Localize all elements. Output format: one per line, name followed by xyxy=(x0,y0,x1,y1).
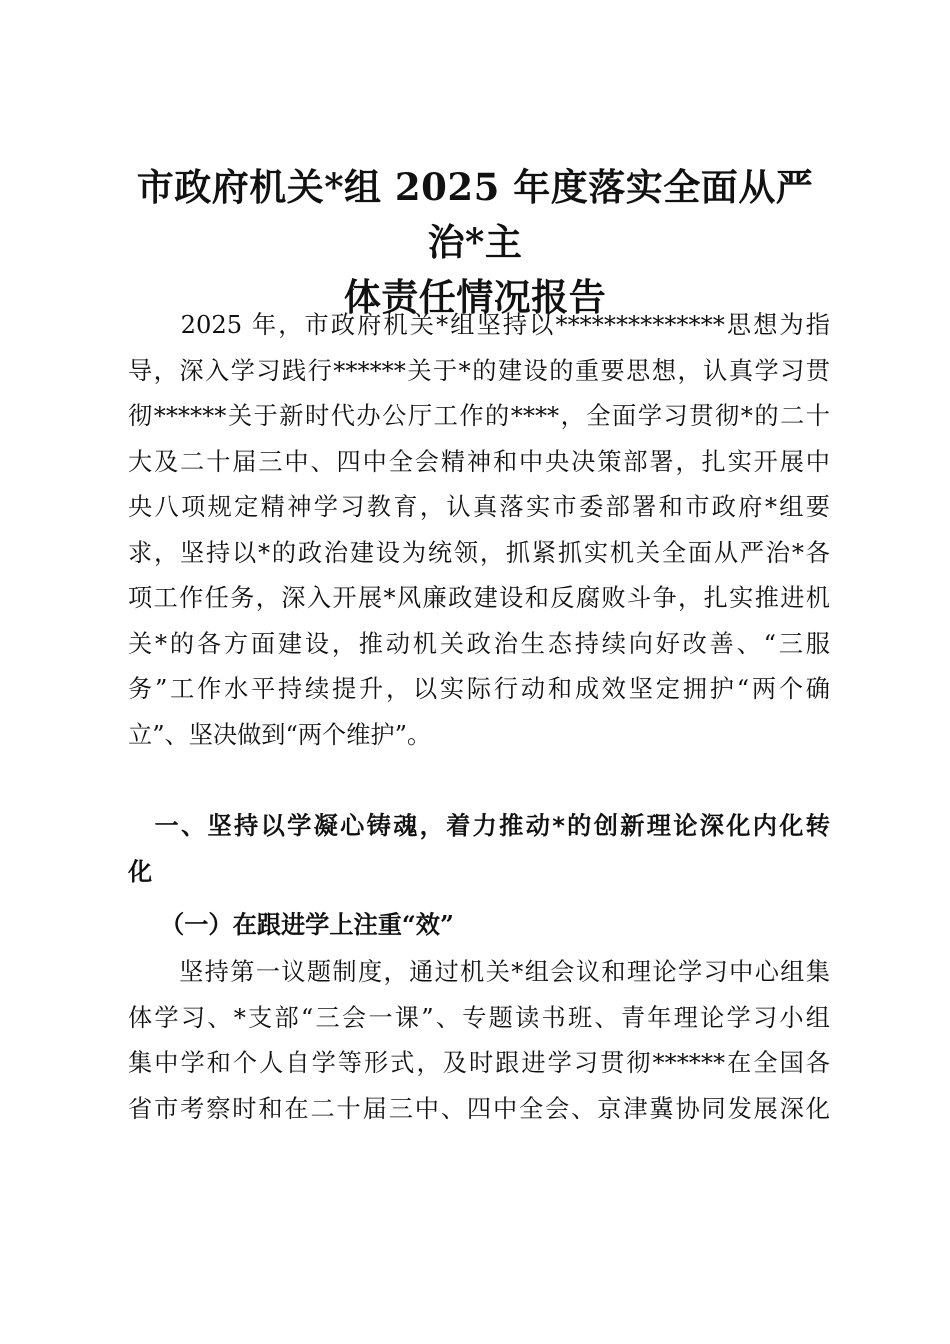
paragraph-line: 坚持第一议题制度，通过机关*组会议和理论学习中心组集 xyxy=(128,958,830,986)
heading-line: 一、坚持以学凝心铸魂，着力推动*的创新理论深化内化转 xyxy=(128,812,830,840)
subsection-1-heading: （一）在跟进学上注重“效” xyxy=(160,910,454,939)
title-line-1: 市政府机关*组 2025 年度落实全面从严治*主 xyxy=(136,165,814,264)
paragraph-line: 彻******关于新时代办公厅工作的****，全面学习贯彻*的二十 xyxy=(128,402,830,430)
paragraph-line: 央八项规定精神学习教育，认真落实市委部署和市政府*组要 xyxy=(128,493,830,521)
paragraph-line: 务”工作水平持续提升，以实际行动和成效坚定拥护“两个确 xyxy=(128,675,830,703)
paragraph-line: 体学习、*支部“三会一课”、专题读书班、青年理论学习小组 xyxy=(128,1003,830,1032)
paragraph-line: 导，深入学习践行******关于*的建设的重要思想，认真学习贯 xyxy=(128,356,830,385)
paragraph-line: 项工作任务，深入开展*风廉政建设和反腐败斗争，扎实推进机 xyxy=(128,584,830,612)
section-1-heading xyxy=(128,803,830,895)
title-line-2: 体责任情况报告 xyxy=(343,275,607,319)
subsection-1-paragraph xyxy=(128,950,830,1132)
paragraph-line: 省市考察时和在二十届三中、四中全会、京津冀协同发展深化 xyxy=(128,1094,830,1123)
paragraph-line: 集中学和个人自学等形式，及时跟进学习贯彻******在全国各 xyxy=(128,1049,830,1077)
intro-paragraph xyxy=(128,303,830,758)
paragraph-line: 立”、坚决做到“两个维护”。 xyxy=(128,720,432,749)
paragraph-line: 求，坚持以*的政治建设为统领，抓紧抓实机关全面从严治*各 xyxy=(128,538,830,567)
paragraph-line: 关*的各方面建设，推动机关政治生态持续向好改善、“三服 xyxy=(128,629,830,658)
paragraph-line: 2025 年，市政府机关*组坚持以**************思想为指 xyxy=(128,311,830,339)
paragraph-line: 大及二十届三中、四中全会精神和中央决策部署，扎实开展中 xyxy=(128,447,830,476)
document-title xyxy=(120,160,830,325)
heading-line: 化 xyxy=(128,858,153,886)
